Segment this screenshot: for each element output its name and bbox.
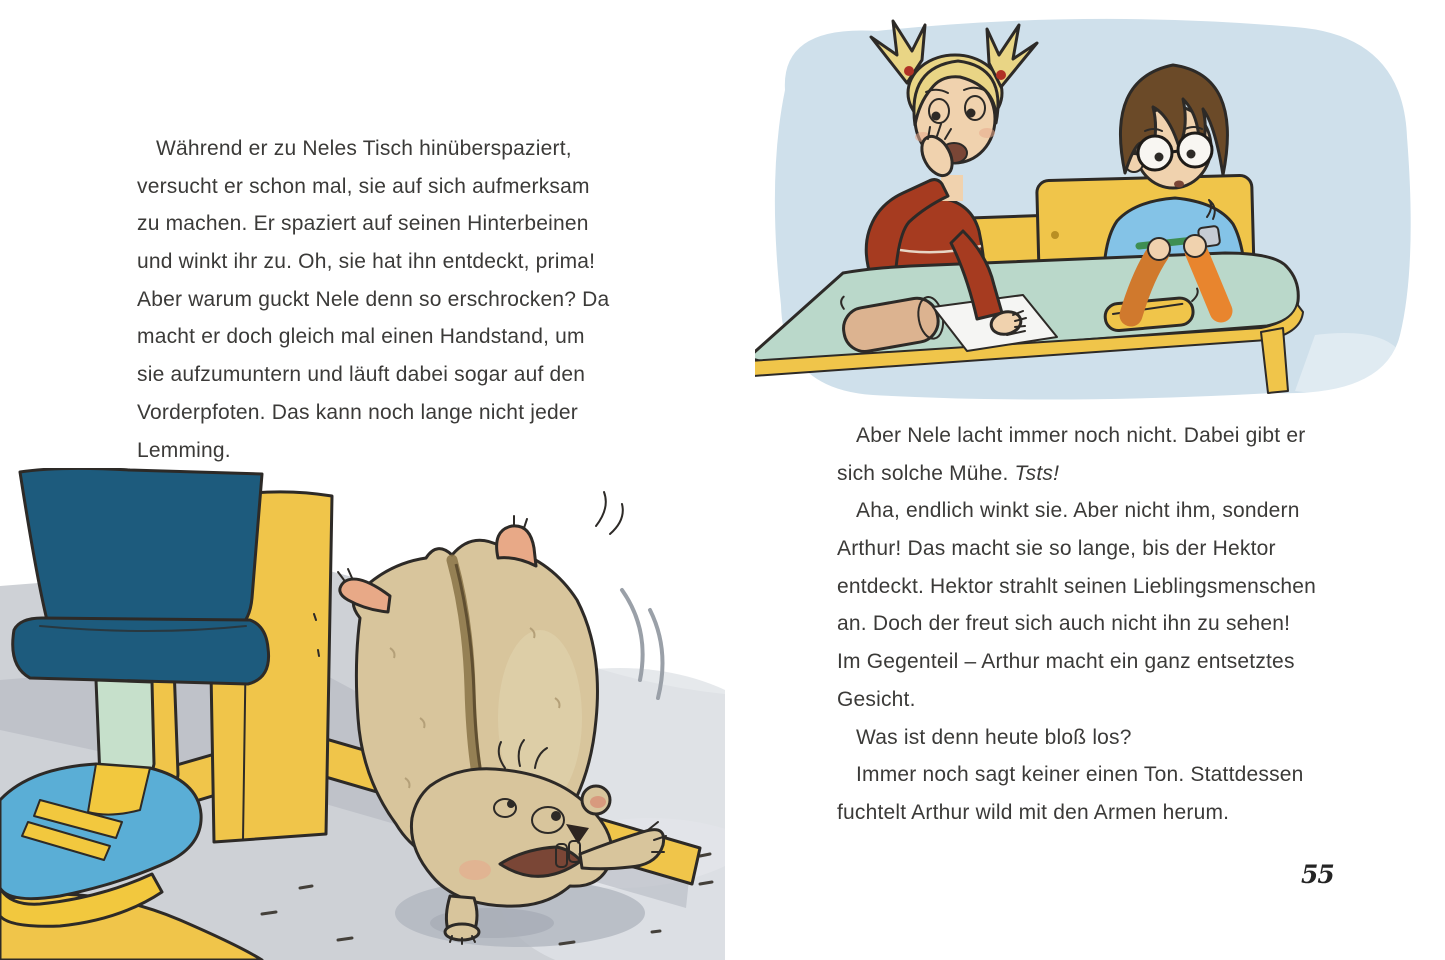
- text-line: Während er zu Neles Tisch hinüberspaziert,: [156, 137, 572, 160]
- text-line: sie aufzumuntern und läuft dabei sogar auf den: [137, 363, 586, 387]
- text-line: versucht er schon mal, sie auf sich aufmerksam: [137, 174, 590, 198]
- boy-mouth: [1174, 181, 1184, 188]
- text-line: Aber warum guckt Nele denn so erschrocken? Da: [137, 287, 610, 311]
- text-line: Arthur! Das macht sie so lange, bis der Hektor: [837, 537, 1276, 561]
- right-page-text: [837, 417, 1316, 832]
- lemming-cheek-blush: [459, 860, 491, 880]
- text-line: an. Doch der freut sich auch nicht ihn zu sehen!: [837, 612, 1291, 636]
- text-line: Aha, endlich winkt sie. Aber nicht ihm, sondern: [856, 499, 1300, 523]
- classroom-illustration: [755, 5, 1425, 405]
- text-line: macht er doch gleich mal einen Handstand, um: [137, 325, 585, 349]
- text-line: Aber Nele lacht immer noch nicht. Dabei gibt er: [856, 424, 1306, 447]
- lemming-support-arm: [445, 896, 479, 944]
- lemming-hind-paw-right: [497, 516, 536, 566]
- boy-left-hand: [1148, 238, 1170, 260]
- girl-blush-right: [979, 128, 995, 138]
- text-line: Was ist denn heute bloß los?: [856, 725, 1132, 749]
- boy-right-hand: [1184, 235, 1206, 257]
- text-line: Im Gegenteil – Arthur macht ein ganz entsetztes: [837, 650, 1295, 674]
- text-line: Vorderpfoten. Das kann noch lange nicht jeder: [137, 400, 578, 424]
- lemming-handstand-illustration: [0, 468, 725, 960]
- sneaker-tongue: [88, 764, 150, 815]
- page-number: 55: [1301, 860, 1334, 889]
- text-line: Gesicht.: [837, 687, 916, 711]
- text-line: fuchtelt Arthur wild mit den Armen herum.: [837, 800, 1230, 824]
- pant-leg: [20, 468, 262, 632]
- text-line: Immer noch sagt keiner einen Ton. Stattdessen: [856, 763, 1304, 787]
- italic-exclamation: Tsts!: [1014, 461, 1060, 485]
- text-line: sich solche Mühe. Tsts!: [837, 461, 1060, 485]
- left-page-text: [137, 130, 609, 469]
- text-line: und winkt ihr zu. Oh, sie hat ihn entdeckt, prima!: [137, 250, 596, 274]
- text-line: entdeckt. Hektor strahlt seinen Lieblingsmenschen: [837, 574, 1317, 598]
- text-line: zu machen. Er spaziert auf seinen Hinterbeinen: [137, 212, 589, 236]
- text-line: Lemming.: [137, 438, 231, 462]
- flip-arcs: [596, 492, 623, 534]
